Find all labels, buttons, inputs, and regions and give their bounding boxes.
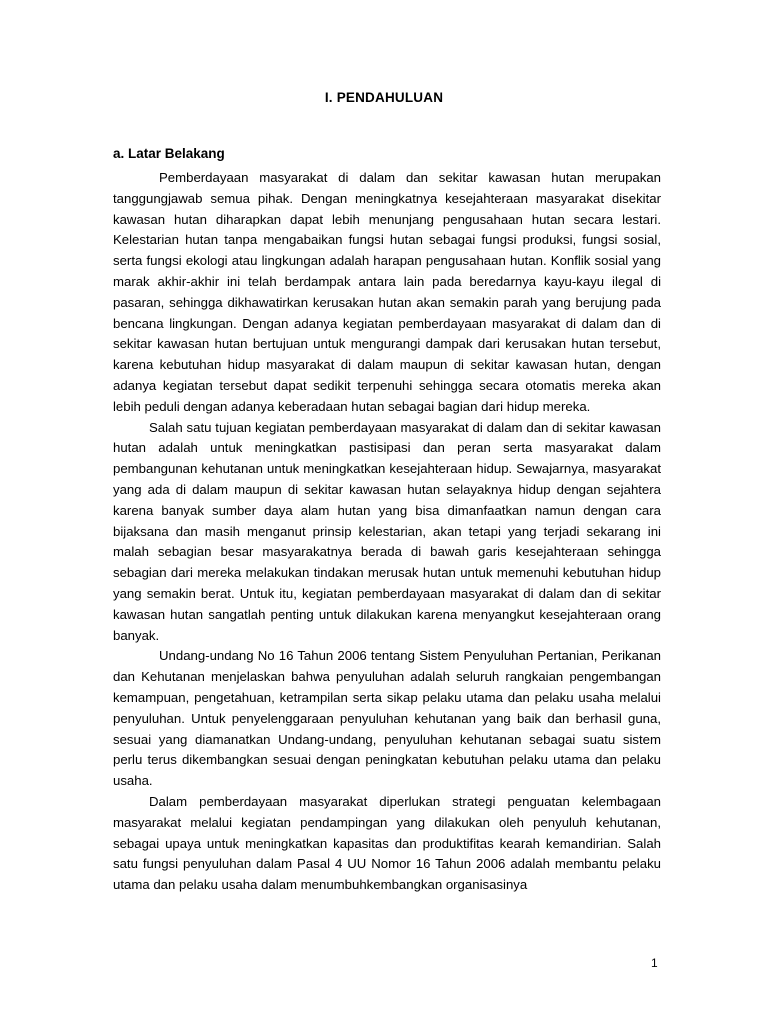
paragraph-1: Pemberdayaan masyarakat di dalam dan sekitar kawasan hutan merupakan tanggungjawab semua pihak. Dengan meningkatnya kesejahteraan masyarakat disekitar kawasan hutan diharapkan dapat lebih menunjang pengusahaan hutan secara lestari. Kelestarian hutan tanpa mengabaikan fungsi hutan sebagai fungsi produksi, fungsi sosial, serta fungsi ekologi atau lingkungan adalah harapan pengusahaan hutan. Konflik sosial yang marak akhir-akhir ini telah berdampak antara lain pada beredarnya kayu-kayu ilegal di pasaran, sehingga dikhawatirkan kerusakan hutan akan semakin parah yang berujung pada bencana lingkungan. Dengan adanya kegiatan pemberdayaan masyarakat di dalam dan di sekitar kawasan hutan bertujuan untuk mengurangi dampak dari kerusakan hutan tersebut, karena kebutuhan hidup masyarakat di dalam maupun di sekitar kawasan hutan, dengan adanya kegiatan tersebut dapat sedikit terpenuhi sehingga secara otomatis mereka akan lebih peduli dengan adanya keberadaan hutan sebagai bagian dari hidup mereka. bbox=[113, 170, 661, 414]
paragraph-3: Undang-undang No 16 Tahun 2006 tentang Sistem Penyuluhan Pertanian, Perikanan dan Kehutanan menjelaskan bahwa penyuluhan adalah seluruh rangkaian pengembangan kemampuan, pengetahuan, ketrampilan serta sikap pelaku utama dan pelaku usaha melalui penyuluhan. Untuk penyelenggaraan penyuluhan kehutanan yang baik dan berhasil guna, sesuai yang diamanatkan Undang-undang, penyuluhan kehutanan sebagai suatu sistem perlu terus dikembangkan sesuai dengan peningkatan kebutuhan pelaku utama dan pelaku usaha. bbox=[113, 648, 661, 789]
body-text bbox=[113, 168, 661, 896]
page-title: I. PENDAHULUAN bbox=[324, 90, 444, 105]
paragraph-2: Salah satu tujuan kegiatan pemberdayaan masyarakat di dalam dan di sekitar kawasan hutan adalah untuk meningkatkan pastisipasi dan peran serta masyarakat dalam pembangunan kehutanan untuk meningkatkan kesejahteraan hidup. Sewajarnya, masyarakat yang ada di dalam maupun di sekitar kawasan hutan selayaknya hidup dengan sejahtera karena banyak sumber daya alam hutan yang bisa dimanfaatkan namun dengan cara bijaksana dan masih menganut prinsip kelestarian, akan tetapi yang terjadi sekarang ini malah sebagian besar masyarakatnya berada di bawah garis kesejahteraan sehingga sebagian dari mereka melakukan tindakan merusak hutan untuk memenuhi kebutuhan hidup yang semakin berat. Untuk itu, kegiatan pemberdayaan masyarakat di dalam dan di sekitar kawasan hutan sangatlah penting untuk dilakukan karena menyangkut kesejahteraan orang banyak. bbox=[113, 419, 661, 643]
section-heading: a. Latar Belakang bbox=[113, 146, 225, 161]
paragraph-4: Dalam pemberdayaan masyarakat diperlukan strategi penguatan kelembagaan masyarakat melalui kegiatan pendampingan yang dilakukan oleh penyuluh kehutanan, sebagai upaya untuk meningkatkan kapasitas dan produktifitas kearah kemandirian. Salah satu fungsi penyuluhan dalam Pasal 4 UU Nomor 16 Tahun 2006 adalah membantu pelaku utama dan pelaku usaha dalam menumbuhkembangkan organisasinya bbox=[113, 793, 661, 893]
page-number: 1 bbox=[651, 956, 658, 970]
